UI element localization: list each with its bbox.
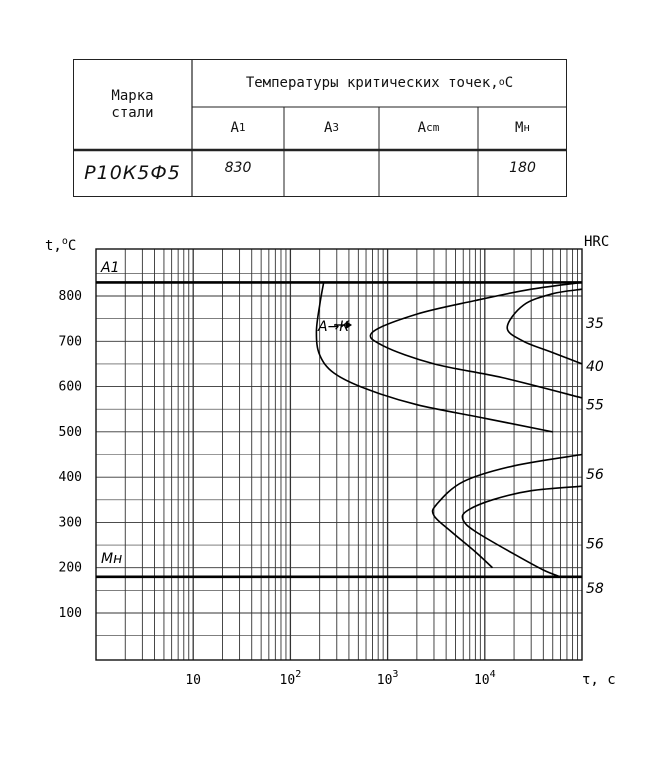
col-header-acm: A cm [417,120,440,137]
temps-header-text: Температуры критических точек, [245,74,499,91]
x-axis-label: τ, c [582,672,616,688]
x-tick-label: $10^2$ [279,669,302,688]
y-tick-label: 600 [58,379,82,395]
mn-line-label: Mн [101,551,123,567]
temps-header-unit: C [504,74,514,91]
curves [316,282,582,576]
y-tick-label: 300 [58,515,82,531]
y-tick-label: 200 [58,560,82,576]
value-a1: 830 [224,159,252,176]
col-header-a3: A 3 [323,120,340,137]
y-tick-label: 100 [58,606,82,621]
hrc-labels [586,316,604,597]
y-axis-label: t,$^o$C [45,236,77,254]
transformation-annotation: А→К [318,319,350,335]
x-tick-label: 10 [185,673,202,688]
x-tick-label: $10^3$ [376,669,399,688]
hrc-value: 55 [586,397,604,414]
col-header-a1: A 1 [230,120,246,137]
value-mn: 180 [509,159,536,176]
degree-symbol: o [498,77,505,89]
hrc-axis-label: HRC [584,234,610,250]
y-tick-label: 400 [58,470,82,486]
steel-header: Марка стали [111,88,154,121]
y-tick-label: 700 [58,334,82,350]
transformation-curve-3 [507,289,582,364]
hrc-value: 56 [586,466,604,483]
hrc-value: 58 [586,581,604,598]
x-tick-labels [185,669,495,688]
y-tick-label: 500 [58,424,82,440]
steel-grade: Р10К5Ф5 [84,161,181,184]
hrc-value: 35 [586,316,604,333]
transformation-curve-2 [370,282,582,398]
hrc-value: 56 [586,536,604,553]
hrc-value: 40 [586,359,604,376]
y-tick-label: 800 [58,289,82,304]
chart-grid [96,249,582,660]
x-tick-label: $10^4$ [473,669,496,688]
y-tick-labels [59,289,82,621]
a1-line-label: A1 [101,260,120,276]
col-header-mn: M н [514,120,531,137]
